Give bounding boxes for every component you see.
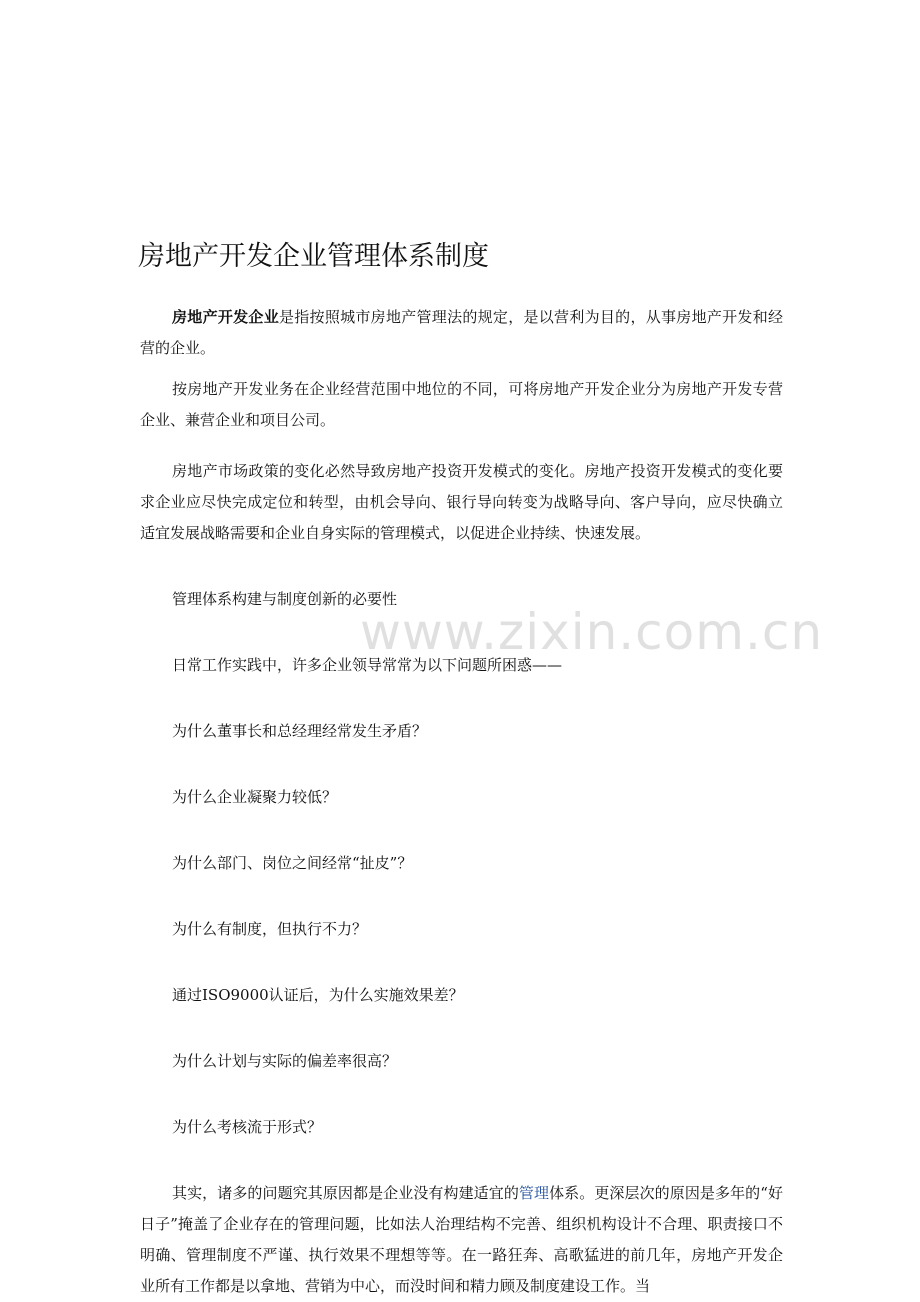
intro-paragraph (140, 302, 783, 364)
document-title: 房地产开发企业管理体系制度 (138, 241, 489, 272)
conclusion-paragraph (140, 1178, 783, 1302)
question-item: 为什么计划与实际的偏差率很高？ (172, 1052, 398, 1070)
question-item: 为什么部门、岗位之间经常“扯皮”？ (172, 854, 413, 872)
paragraph-classification: 按房地产开发业务在企业经营范围中地位的不同，可将房地产开发企业分为房地产开发专营企业、兼营企业和项目公司。 (140, 380, 783, 429)
intro-bold-term: 房地产开发企业 (172, 308, 279, 326)
question-item: 为什么考核流于形式？ (172, 1118, 323, 1136)
conclusion-text-before: 其实，诸多的问题究其原因都是企业没有构建适宜的 (172, 1184, 519, 1202)
conclusion-text-after: 体系。更深层次的原因是多年的“好日子”掩盖了企业存在的管理问题，比如法人治理结构不完善、组织机构设计不合理、职责接口不明确、管理制度不严谨、执行效果不理想等等。在一路狂奔、高歌猛进的前几年，房地产开发企业所有工作都是以拿地、营销为中心，而没时间和精力顾及制度建设工作。当 (140, 1184, 783, 1295)
questions-lead-in: 日常工作实践中，许多企业领导常常为以下问题所困惑—— (172, 656, 563, 674)
watermark: www.zixin.com.cn (360, 603, 824, 661)
question-item: 通过ISO9000认证后，为什么实施效果差？ (172, 986, 464, 1004)
paragraph-market-policy: 房地产市场政策的变化必然导致房地产投资开发模式的变化。房地产投资开发模式的变化要求企业应尽快完成定位和转型，由机会导向、银行导向转变为战略导向、客户导向，应尽快确立适宜发展战略需要和企业自身实际的管理模式，以促进企业持续、快速发展。 (140, 462, 783, 542)
section-subheading: 管理体系构建与制度创新的必要性 (172, 590, 398, 608)
intro-text: 是指按照城市房地产管理法的规定，是以营利为目的，从事房地产开发和经营的企业。 (140, 308, 783, 357)
question-item: 为什么有制度，但执行不力？ (172, 920, 368, 938)
question-item: 为什么企业凝聚力较低？ (172, 788, 338, 806)
document-body (140, 302, 783, 1302)
management-link[interactable]: 管理 (518, 1184, 550, 1202)
question-item: 为什么董事长和总经理经常发生矛盾？ (172, 722, 428, 740)
